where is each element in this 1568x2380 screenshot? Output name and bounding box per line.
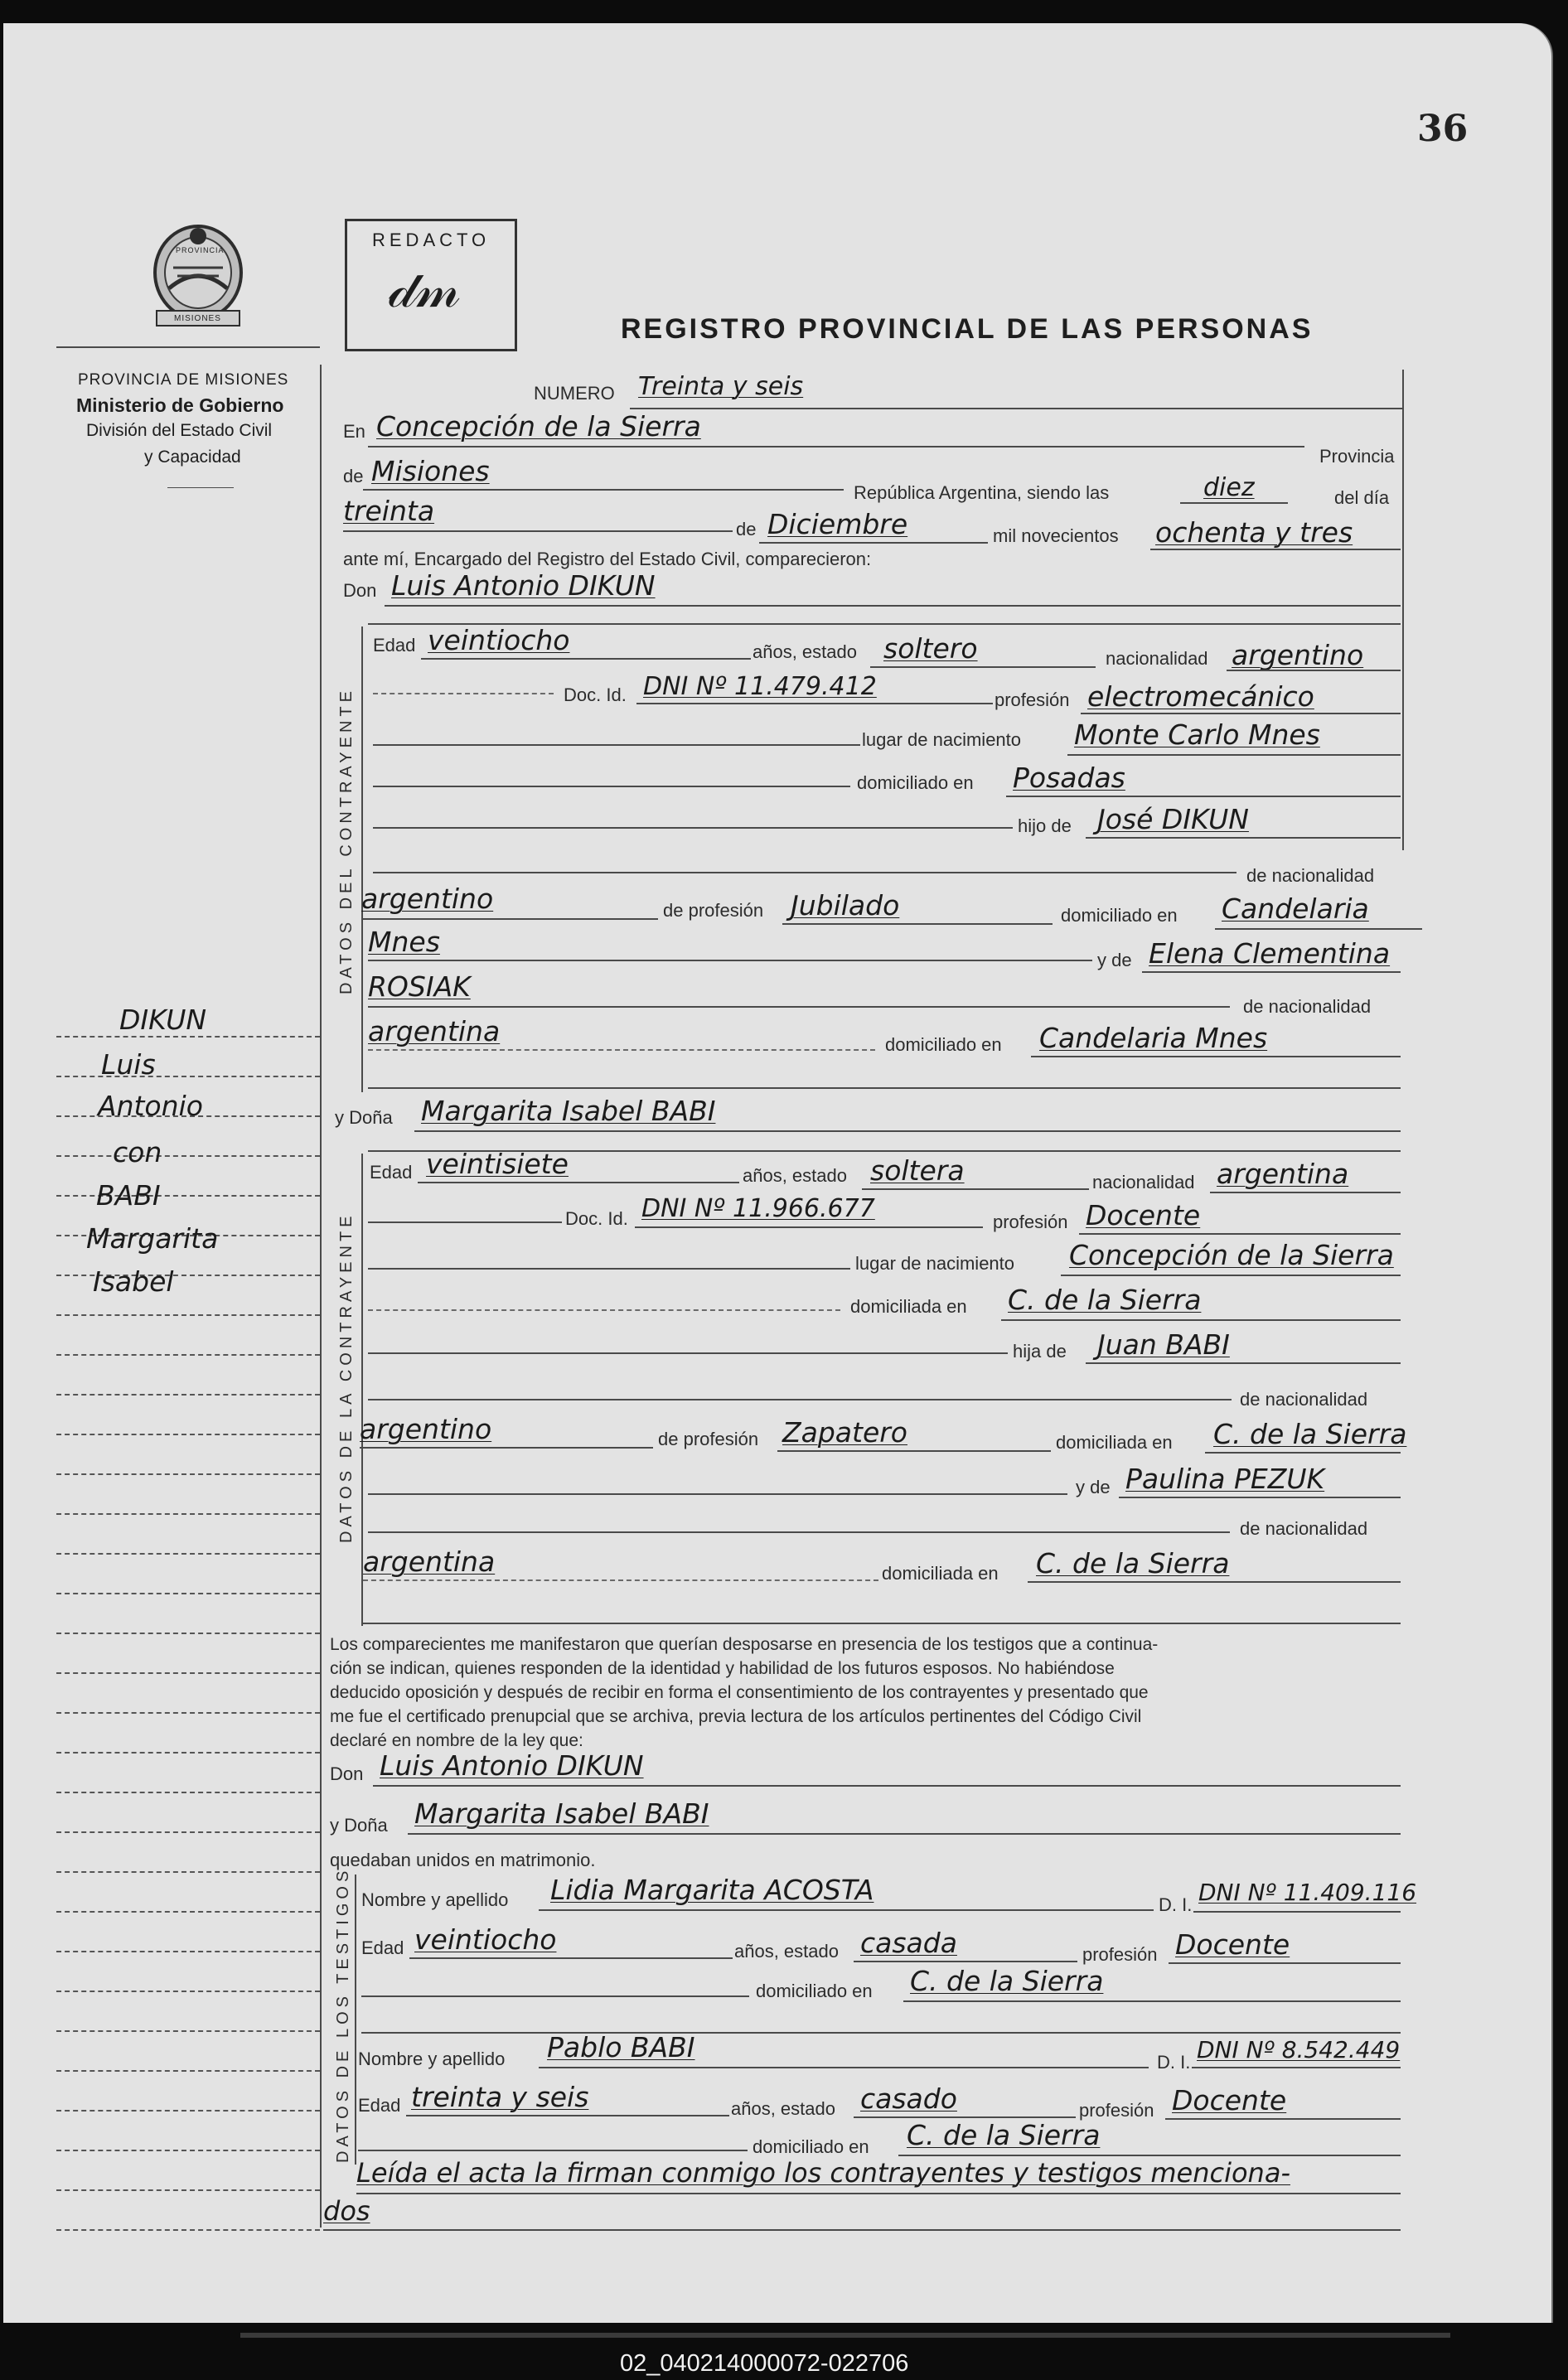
bride-mother-nac-line — [363, 1579, 878, 1581]
scanner-strip — [240, 2333, 1450, 2338]
act-hour: diez — [1203, 473, 1255, 502]
seal-bottom-text: MISIONES — [174, 314, 221, 323]
year-line — [1150, 549, 1401, 550]
groom-domicilio-label: domiciliado en — [857, 772, 974, 793]
bride-father-prof: Zapatero — [782, 1416, 907, 1449]
witness-2-domicilio-label: domiciliado en — [753, 2136, 869, 2157]
bride-nacionalidad: argentina — [1217, 1158, 1349, 1190]
margin-name-4: con — [113, 1136, 162, 1168]
closing-line-2-rule — [323, 2229, 1401, 2231]
witness-section-rule — [355, 1874, 356, 2165]
witness-1-dom-pre — [361, 1995, 749, 1997]
groom-nacimiento-label: lugar de nacimiento — [862, 729, 1022, 750]
margin-name-3: Antonio — [98, 1090, 203, 1122]
declaration-quedaban: quedaban unidos en matrimonio. — [330, 1850, 596, 1870]
groom-father-line — [1086, 837, 1401, 839]
bride-father-nac-line — [360, 1447, 653, 1449]
left-frame-top — [56, 346, 320, 348]
witness-2-nombre-label: Nombre y apellido — [358, 2049, 506, 2069]
provincia-label: Provincia — [1319, 446, 1395, 467]
groom-father-dom-label: domiciliado en — [1061, 905, 1178, 926]
witness-2-estado-label: años, estado — [731, 2098, 835, 2119]
groom-hijo-label: hijo de — [1018, 815, 1072, 836]
groom-name-line — [385, 605, 1401, 607]
groom-nacimiento: Monte Carlo Mnes — [1074, 718, 1320, 751]
header-division-1: División del Estado Civil — [86, 421, 273, 440]
witness-1-domicilio: C. de la Sierra — [910, 1965, 1104, 1997]
bride-mother-de-nac-label: de nacionalidad — [1240, 1518, 1368, 1539]
margin-rule — [56, 1792, 320, 1793]
bride-name-line — [414, 1130, 1401, 1132]
bride-dona-label: y Doña — [335, 1107, 393, 1128]
witness-2-dom-pre — [358, 2150, 748, 2151]
bride-estado-label: años, estado — [743, 1165, 847, 1186]
witness-1-profesion-label: profesión — [1082, 1944, 1158, 1965]
groom-nacionalidad: argentino — [1232, 639, 1364, 671]
witness-2-profesion: Docente — [1172, 2084, 1287, 2116]
groom-mother-dom-label: domiciliado en — [885, 1034, 1002, 1055]
bride-side-label: DATOS DE LA CONTRAYENTE — [337, 1212, 356, 1543]
witness-1-d-label: D. I. — [1159, 1894, 1193, 1915]
bride-hija-pre — [368, 1352, 1008, 1354]
place-line — [368, 446, 1304, 447]
margin-rule — [56, 1672, 320, 1674]
bride-de-nac-label: de nacionalidad — [1240, 1389, 1368, 1410]
declaration-line-5: declaré en nombre de la ley que: — [330, 1731, 583, 1750]
seal-top-text: PROVINCIA — [176, 246, 225, 254]
act-month: Diciembre — [767, 508, 908, 540]
declaration-line-4: me fue el certificado prenupcial que se archiva, previa lectura de los artículos pertinentes del Código Civil — [330, 1707, 1142, 1726]
republica-label: República Argentina, siendo las — [854, 482, 1110, 503]
groom-mother-dom: Candelaria Mnes — [1039, 1022, 1268, 1054]
bride-mother: Paulina PEZUK — [1125, 1463, 1325, 1495]
bride-doc-pre — [368, 1221, 562, 1223]
bride-nacimiento: Concepción de la Sierra — [1069, 1239, 1394, 1271]
declaration-dona-label: y Doña — [330, 1815, 388, 1836]
bride-nacimiento-line — [1061, 1275, 1401, 1276]
bride-domicilio-line — [1001, 1319, 1401, 1321]
groom-age: veintiocho — [428, 624, 570, 656]
groom-hijo-pre — [373, 827, 1013, 829]
bride-nacionalidad-label: nacionalidad — [1092, 1172, 1195, 1192]
witness-1-nombre-label: Nombre y apellido — [361, 1889, 509, 1910]
bride-mother-nac: argentina — [363, 1546, 496, 1578]
margin-rule — [56, 2189, 320, 2191]
left-column-rule — [320, 365, 322, 2228]
act-year: ochenta y tres — [1155, 516, 1353, 549]
groom-doc-pre — [373, 693, 554, 694]
witness-2-edad-label: Edad — [358, 2095, 401, 2116]
witness-2-doc: DNI Nº 8.542.449 — [1197, 2036, 1401, 2063]
groom-father-dom-1: Candelaria — [1222, 892, 1369, 925]
bride-hija-label: hija de — [1013, 1341, 1067, 1362]
groom-profesion-label: profesión — [995, 689, 1070, 710]
witness-1-estado-line — [854, 1961, 1077, 1962]
witness-1-end-line — [361, 2032, 1401, 2034]
groom-mother-pre — [368, 960, 1092, 961]
declaration-line-3: deducido oposición y después de recibir en forma el consentimiento de los contrayentes y presentado que — [330, 1683, 1149, 1702]
witness-1-profesion: Docente — [1175, 1928, 1290, 1961]
margin-rule — [56, 1036, 320, 1038]
groom-side-label: DATOS DEL CONTRAYENTE — [337, 687, 356, 994]
closing-line-1: Leída el acta la firman conmigo los contrayentes y testigos menciona- — [356, 2157, 1290, 2189]
witness-2-name-line — [539, 2067, 1149, 2068]
margin-rule — [56, 1513, 320, 1515]
witness-1-age: veintiocho — [414, 1923, 557, 1956]
groom-nacimiento-line — [1067, 754, 1401, 756]
bride-estado-line — [862, 1188, 1089, 1190]
witness-2-estado-line — [854, 2116, 1076, 2118]
groom-mother-2: ROSIAK — [368, 970, 471, 1003]
groom-doc: DNI Nº 11.479.412 — [643, 672, 877, 701]
margin-rule — [56, 1434, 320, 1435]
de-label: de — [343, 466, 364, 486]
page-title: REGISTRO PROVINCIAL DE LAS PERSONAS — [621, 313, 1314, 345]
witness-1-name-line — [539, 1909, 1154, 1911]
bride-mother-pre — [368, 1493, 1067, 1495]
witness-1-doc: DNI Nº 11.409.116 — [1198, 1879, 1417, 1906]
groom-dom-pre — [373, 786, 850, 787]
footer-code: 02_040214000072-022706 — [620, 2350, 909, 2377]
bride-domicilio: C. de la Sierra — [1008, 1284, 1202, 1316]
declaration-bride-line — [408, 1833, 1401, 1835]
groom-mother-dom-line — [1031, 1056, 1401, 1057]
declaration-groom: Luis Antonio DIKUN — [380, 1749, 644, 1782]
bride-doc-line — [635, 1226, 983, 1228]
witness-1-profesion-line — [1169, 1962, 1401, 1964]
redacto-initials: 𝒹𝓂 — [389, 259, 461, 320]
margin-rule — [56, 2150, 320, 2151]
witness-1-domicilio-label: domiciliado en — [756, 1981, 873, 2001]
witness-2-doc-line — [1192, 2067, 1401, 2068]
margin-rule — [56, 1593, 320, 1594]
bride-age: veintisiete — [426, 1148, 569, 1180]
page-number: 36 — [1417, 108, 1469, 150]
month-line — [759, 542, 988, 544]
bride-doc: DNI Nº 11.966.677 — [641, 1194, 875, 1223]
bride-father-line — [1086, 1362, 1401, 1364]
margin-rule — [56, 1473, 320, 1475]
groom-profesion-line — [1081, 713, 1401, 714]
bride-nac-line — [368, 1399, 1232, 1400]
margin-rule — [56, 2229, 320, 2231]
groom-mother-nac-pre — [368, 1006, 1230, 1008]
margin-rule — [56, 1991, 320, 1992]
declaration-groom-line — [373, 1785, 1401, 1787]
bride-nacionalidad-line — [1210, 1192, 1401, 1193]
groom-nac-pre — [373, 744, 860, 746]
margin-rule — [56, 1354, 320, 1356]
groom-father-prof: Jubilado — [791, 889, 900, 922]
del-dia-label: del día — [1334, 487, 1390, 508]
bride-profesion: Docente — [1086, 1199, 1201, 1231]
bride-mother-dom: C. de la Sierra — [1036, 1547, 1230, 1579]
right-frame-rule — [1402, 370, 1404, 850]
groom-y-de-label: y de — [1097, 950, 1132, 970]
bride-nac-pre — [368, 1268, 850, 1270]
bride-name: Margarita Isabel BABI — [421, 1095, 716, 1127]
witness-1-estado-label: años, estado — [734, 1941, 839, 1962]
witness-side-label: DATOS DE LOS TESTIGOS — [334, 1866, 352, 2163]
bride-mother-dom-label: domiciliada en — [882, 1563, 999, 1584]
groom-don-label: Don — [343, 580, 377, 601]
bride-mother-dom-line — [1028, 1581, 1401, 1583]
mil-label: mil novecientos — [993, 525, 1119, 546]
groom-domicilio-line — [1006, 796, 1401, 797]
groom-edad-label: Edad — [373, 635, 416, 655]
declaration-line-2: ción se indican, quienes responden de la identidad y habilidad de los futuros esposos. No habiéndose — [330, 1659, 1115, 1678]
document-page — [3, 23, 1551, 2323]
groom-estado-label: años, estado — [753, 641, 857, 662]
provincial-seal — [144, 218, 252, 332]
margin-name-1: DIKUN — [119, 1004, 207, 1036]
groom-mother-nac-line — [368, 1049, 875, 1051]
margin-name-7: Isabel — [93, 1265, 174, 1298]
declaration-line-1: Los comparecientes me manifestaron que querían desposarse en presencia de los testigos que a continua- — [330, 1635, 1159, 1654]
margin-rule — [56, 1911, 320, 1913]
declaration-bride: Margarita Isabel BABI — [414, 1797, 709, 1830]
margin-rule — [56, 1076, 320, 1077]
groom-mother-1: Elena Clementina — [1149, 937, 1391, 970]
header-province: PROVINCIA DE MISIONES — [78, 371, 289, 389]
margin-rule — [56, 2030, 320, 2032]
witness-2-d-label: D. I. — [1157, 2052, 1191, 2073]
groom-end-line — [368, 1087, 1401, 1089]
margin-name-5: BABI — [96, 1179, 161, 1212]
groom-domicilio: Posadas — [1013, 762, 1125, 794]
groom-estado-line — [870, 666, 1096, 668]
act-number: Treinta y seis — [638, 372, 804, 401]
numero-label: NUMERO — [534, 383, 615, 404]
witness-2-profesion-label: profesión — [1079, 2100, 1154, 2121]
groom-father: José DIKUN — [1097, 803, 1249, 835]
groom-doc-line — [636, 703, 993, 704]
bride-y-de-label: y de — [1076, 1477, 1111, 1497]
margin-rule — [56, 1831, 320, 1833]
bride-profesion-label: profesión — [993, 1212, 1068, 1232]
groom-nacionalidad-label: nacionalidad — [1106, 648, 1208, 669]
groom-profesion: electromecánico — [1087, 680, 1314, 713]
groom-father-nac: argentino — [361, 883, 494, 915]
witness-1-estado: casada — [860, 1927, 957, 1959]
margin-rule — [56, 1752, 320, 1754]
bride-nacimiento-label: lugar de nacimiento — [855, 1253, 1015, 1274]
witness-1-name: Lidia Margarita ACOSTA — [550, 1874, 874, 1906]
bride-father-dom: C. de la Sierra — [1213, 1418, 1407, 1450]
bride-mother-line — [1119, 1497, 1401, 1498]
witness-2-domicilio-line — [898, 2155, 1401, 2156]
bride-father: Juan BABI — [1097, 1328, 1230, 1361]
day-line — [343, 530, 733, 532]
header-rule — [167, 487, 234, 488]
bride-doc-label: Doc. Id. — [565, 1208, 628, 1229]
groom-mother-line — [1142, 971, 1401, 973]
groom-estado: soltero — [883, 632, 978, 665]
groom-mother-nac: argentina — [368, 1015, 501, 1047]
bride-dom-pre — [368, 1309, 840, 1311]
witness-2-age: treinta y seis — [411, 2081, 589, 2113]
bride-profesion-line — [1079, 1233, 1401, 1235]
margin-rule — [56, 1394, 320, 1396]
bride-father-dom-label: domiciliada en — [1056, 1432, 1173, 1453]
header-ministry: Ministerio de Gobierno — [76, 394, 284, 416]
hour-line — [1180, 502, 1288, 504]
witness-2-domicilio: C. de la Sierra — [907, 2119, 1101, 2151]
groom-section-rule — [361, 626, 363, 1092]
bride-father-prof-line — [777, 1450, 1051, 1452]
margin-rule — [56, 1553, 320, 1555]
groom-father-nac-line — [361, 918, 658, 920]
bride-mother-nac-pre — [368, 1531, 1230, 1533]
witness-1-domicilio-line — [903, 2000, 1401, 2002]
groom-nacionalidad-line — [1227, 670, 1401, 671]
bride-age-line — [418, 1182, 739, 1183]
margin-rule — [56, 1951, 320, 1952]
margin-rule — [56, 2110, 320, 2112]
groom-father-dom-line — [1215, 928, 1422, 930]
groom-age-line — [421, 658, 751, 660]
groom-de-nac-label: de nacionalidad — [1246, 865, 1375, 886]
margin-rule — [56, 2070, 320, 2072]
en-label: En — [343, 421, 365, 442]
groom-father-dom-2: Mnes — [368, 926, 440, 958]
groom-name: Luis Antonio DIKUN — [391, 569, 656, 602]
margin-rule — [56, 1871, 320, 1873]
bride-father-prof-label: de profesión — [658, 1429, 759, 1449]
bride-edad-label: Edad — [370, 1162, 413, 1183]
numero-line — [630, 408, 1402, 409]
witness-1-edad-label: Edad — [361, 1937, 404, 1958]
bride-father-nac: argentino — [360, 1413, 492, 1445]
header-division-2: y Capacidad — [144, 447, 241, 467]
bride-domicilio-label: domiciliada en — [850, 1296, 967, 1317]
witness-2-age-line — [406, 2115, 729, 2116]
bride-estado: soltera — [870, 1154, 965, 1187]
bride-end-line — [363, 1623, 1401, 1624]
witness-2-estado: casado — [860, 2082, 957, 2115]
groom-nac-line — [373, 872, 1236, 873]
redacto-box — [345, 219, 517, 351]
bride-father-dom-line — [1205, 1452, 1401, 1454]
groom-doc-label: Doc. Id. — [564, 684, 627, 705]
margin-rule — [56, 1633, 320, 1634]
margin-name-2: Luis — [101, 1048, 156, 1081]
province-line — [363, 489, 844, 491]
declaration-don-label: Don — [330, 1763, 364, 1784]
margin-rule — [56, 1314, 320, 1316]
act-place: Concepción de la Sierra — [376, 410, 701, 443]
de-mes-label: de — [736, 519, 757, 539]
witness-1-age-line — [409, 1957, 733, 1959]
groom-father-prof-label: de profesión — [663, 900, 764, 921]
margin-rule — [56, 1155, 320, 1157]
witness-1-doc-line — [1193, 1911, 1401, 1913]
groom-father-prof-line — [782, 923, 1053, 925]
closing-line-1-rule — [356, 2193, 1401, 2194]
act-province: Misiones — [371, 455, 490, 487]
margin-rule — [56, 1712, 320, 1714]
groom-mother-de-nac-label: de nacionalidad — [1243, 996, 1372, 1017]
act-day: treinta — [343, 495, 435, 527]
ante-label: ante mí, Encargado del Registro del Estado Civil, comparecieron: — [343, 549, 872, 569]
redacto-label: REDACTO — [372, 230, 491, 250]
witness-2-name: Pablo BABI — [547, 2031, 695, 2063]
closing-line-2: dos — [323, 2195, 370, 2227]
witness-2-profesion-line — [1165, 2118, 1401, 2120]
margin-name-6: Margarita — [86, 1222, 219, 1255]
